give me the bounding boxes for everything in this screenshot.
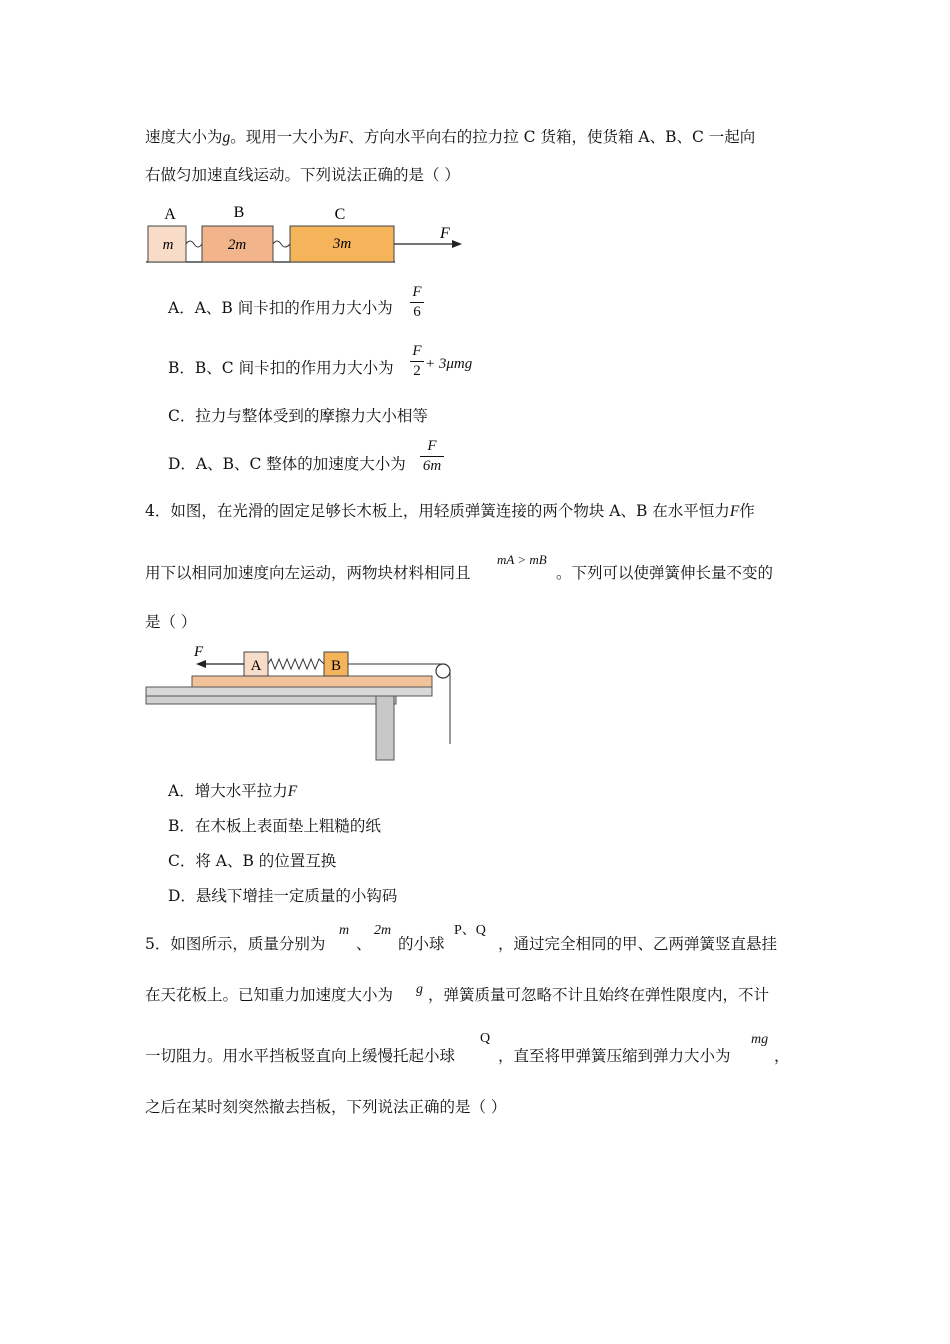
q4-option-b[interactable]: B．在木板上表面垫上粗糙的纸: [168, 817, 381, 835]
q3-option-c[interactable]: C．拉力与整体受到的摩擦力大小相等: [168, 407, 428, 425]
q5-line3-b: ，直至将甲弹簧压缩到弹力大小为: [498, 1047, 731, 1065]
q5-mass2: 2m: [374, 923, 392, 938]
q4-option-d[interactable]: D．悬线下增挂一定质量的小钩码: [168, 887, 398, 905]
q5-q: Q: [480, 1031, 491, 1046]
table-leg: [376, 696, 394, 760]
q5-line4: 之后在某时刻突然撤去挡板，下列说法正确的是（ ）: [145, 1098, 507, 1116]
q3-option-a-fraction: F 6: [410, 284, 424, 321]
clasp-bc-icon: [273, 241, 290, 247]
q5-line2-b: ，弹簧质量可忽略不计且始终在弹性限度内，不计: [428, 986, 770, 1004]
q3-option-b-tail: + 3μmg: [425, 356, 473, 372]
arrowhead-icon: [452, 240, 462, 248]
label-c: C: [334, 206, 346, 223]
label-a: A: [164, 206, 176, 223]
q5-g: g: [416, 982, 423, 997]
q3-option-a[interactable]: A．A、B 间卡扣的作用力大小为: [168, 299, 393, 317]
q3-option-b-fraction: F 2: [410, 343, 424, 380]
clasp-ab-icon: [186, 241, 202, 247]
mass-c: 3m: [332, 236, 352, 252]
q5-mass1: m: [339, 923, 350, 938]
q5-mg: mg: [751, 1032, 769, 1047]
q4-line2: 用下以相同加速度向左运动，两物块材料相同且: [145, 564, 471, 582]
q5-line3-c: ，: [774, 1047, 790, 1065]
table-top: [146, 687, 432, 696]
arrowhead-icon: [196, 660, 206, 668]
force-label: F: [194, 644, 204, 660]
mass-a: m: [162, 237, 174, 253]
q4-line2-tail: 。下列可以使弹簧伸长量不变的: [556, 564, 774, 582]
mass-b: 2m: [227, 237, 247, 253]
q4-condition: mA > mB: [497, 552, 547, 567]
q3-option-d[interactable]: D．A、B、C 整体的加速度大小为: [168, 455, 406, 473]
spring-icon: [268, 659, 324, 669]
q4-option-a[interactable]: A．增大水平拉力F: [168, 782, 298, 800]
block-a-label: A: [250, 658, 262, 674]
q3-line1: 速度大小为g。现用一大小为F、方向水平向右的拉力拉 C 货箱，使货箱 A、B、C 一起向: [145, 128, 756, 146]
q4-figure-table: [140, 640, 460, 765]
q5-line1-a: 5．如图所示，质量分别为: [145, 935, 326, 953]
wood-board: [192, 676, 432, 687]
q3-figure-boxes: [140, 198, 480, 268]
q5-sep: 、: [356, 935, 372, 953]
label-b: B: [233, 204, 245, 221]
q5-line3-a: 一切阻力。用水平挡板竖直向上缓慢托起小球: [145, 1047, 456, 1065]
pulley-icon: [436, 664, 450, 678]
q5-line1-b: 的小球: [398, 935, 445, 953]
q3-line2: 右做匀加速直线运动。下列说法正确的是（ ）: [145, 166, 460, 184]
block-b-label: B: [330, 658, 342, 674]
q4-option-c[interactable]: C．将 A、B 的位置互换: [168, 852, 337, 870]
q5-line1-c: ，通过完全相同的甲、乙两弹簧竖直悬挂: [498, 935, 778, 953]
q4-line1: 4．如图，在光滑的固定足够长木板上，用轻质弹簧连接的两个物块 A、B 在水平恒力F作: [145, 502, 755, 520]
q5-line2-a: 在天花板上。已知重力加速度大小为: [145, 986, 394, 1004]
q3-option-d-fraction: F 6m: [420, 438, 444, 475]
q4-line3: 是（ ）: [145, 613, 197, 631]
q3-option-b[interactable]: B．B、C 间卡扣的作用力大小为: [168, 359, 394, 377]
table-edge: [146, 696, 396, 704]
force-label: F: [440, 225, 450, 242]
q5-pq: P、Q: [454, 923, 486, 938]
